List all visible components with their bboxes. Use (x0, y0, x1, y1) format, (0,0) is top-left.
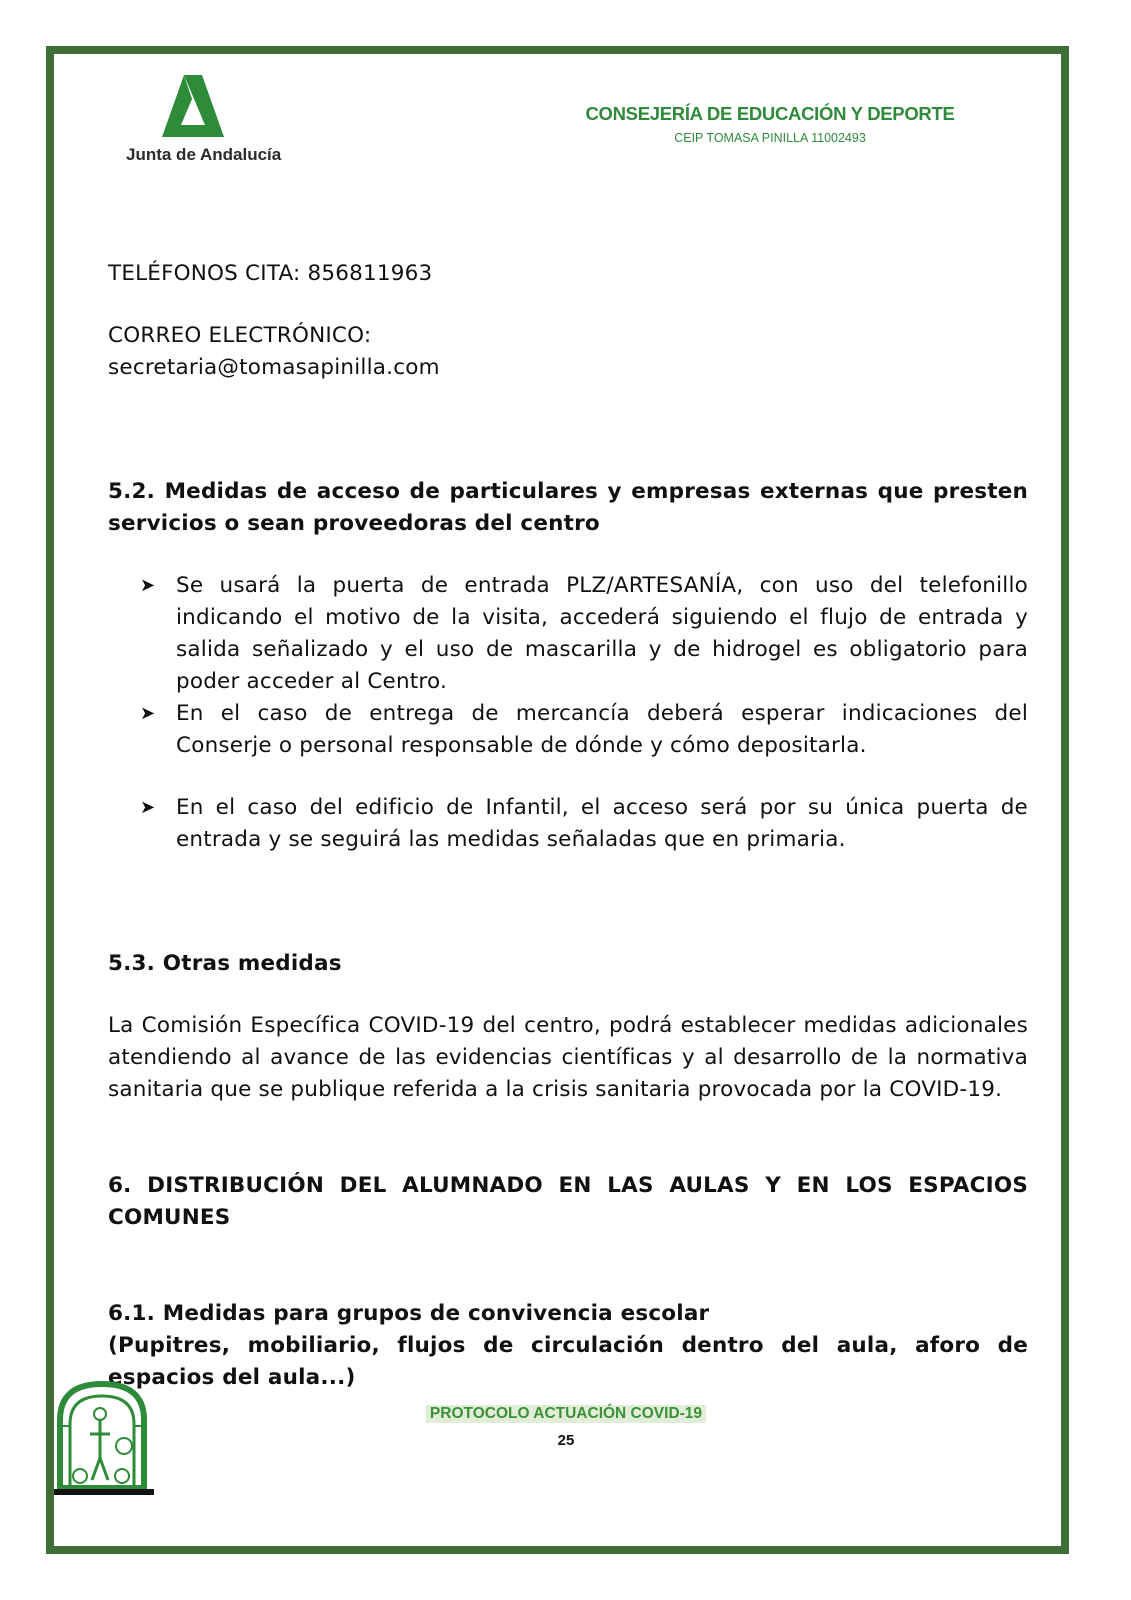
list-item (108, 698, 1028, 762)
email-value: secretaria@tomasapinilla.com (108, 355, 440, 380)
section-5-2-list (108, 570, 1028, 856)
consejeria-title: CONSEJERÍA DE EDUCACIÓN Y DEPORTE (585, 103, 955, 124)
spacer (108, 856, 1028, 948)
section-6-1-heading: 6.1. Medidas para grupos de convivencia escolar (108, 1301, 710, 1326)
section-5-3-heading: 5.3. Otras medidas (108, 951, 342, 976)
junta-logo (108, 75, 288, 175)
phone-label: TELÉFONOS CITA (108, 261, 294, 286)
list-item-text: En el caso del edificio de Infantil, el acceso será por su única puerta de entrada y se seguirá las medidas señaladas que en primaria. (176, 795, 1028, 852)
spacer (108, 384, 1028, 476)
school-name: CEIP TOMASA PINILLA 11002493 (674, 131, 866, 145)
list-item-text: En el caso de entrega de mercancía deberá esperar indicaciones del Conserje o personal responsable de dónde y cómo depositarla. (176, 701, 1028, 758)
logo-text: Junta de Andalucía (126, 145, 282, 164)
page-number: 25 (557, 1432, 575, 1449)
email-label: CORREO ELECTRÓNICO (108, 323, 364, 348)
list-item (108, 792, 1028, 856)
footer-title: PROTOCOLO ACTUACIÓN COVID-19 (426, 1405, 706, 1423)
section-5-2-heading: 5.2. Medidas de acceso de particulares y empresas externas que presten servicios o sean proveedoras del centro (108, 479, 1028, 536)
junta-andalucia-logo-icon (162, 75, 234, 139)
spacer (108, 290, 1028, 320)
document-body (108, 258, 1028, 1394)
spacer (108, 540, 1028, 570)
phone-line (108, 258, 1028, 290)
arrowhead-bullet-icon: ➤ (140, 703, 156, 724)
andalucia-coat-of-arms-icon (54, 1380, 154, 1495)
spacer (108, 980, 1028, 1010)
list-item (108, 570, 1028, 698)
section-6-heading: 6. DISTRIBUCIÓN DEL ALUMNADO EN LAS AULAS Y EN LOS ESPACIOS COMUNES (108, 1173, 1028, 1230)
arrowhead-bullet-icon: ➤ (140, 575, 156, 596)
spacer (108, 1106, 1028, 1170)
spacer (108, 1234, 1028, 1298)
list-item-text: Se usará la puerta de entrada PLZ/ARTESANÍA, con uso del telefonillo indicando el motivo de la visita, accederá siguiendo el flujo de entrada y salida señalizado y el uso de mascarilla y de hidrogel es obligatorio para poder acceder al Centro. (176, 573, 1028, 694)
document-header (560, 103, 980, 145)
section-6-1-subheading: (Pupitres, mobiliario, flujos de circulación dentro del aula, aforo de espacios del aula...) (108, 1333, 1028, 1390)
phone-value: : 856811963 (293, 261, 433, 286)
arrowhead-bullet-icon: ➤ (140, 797, 156, 818)
email-label-line (108, 320, 1028, 352)
email-colon: : (363, 323, 372, 348)
section-5-3-body: La Comisión Específica COVID-19 del centro, podrá establecer medidas adicionales atendiendo al avance de las evidencias científicas y al desarrollo de la normativa sanitaria que se publique referida a la crisis sanitaria provocada por la COVID-19. (108, 1013, 1028, 1102)
